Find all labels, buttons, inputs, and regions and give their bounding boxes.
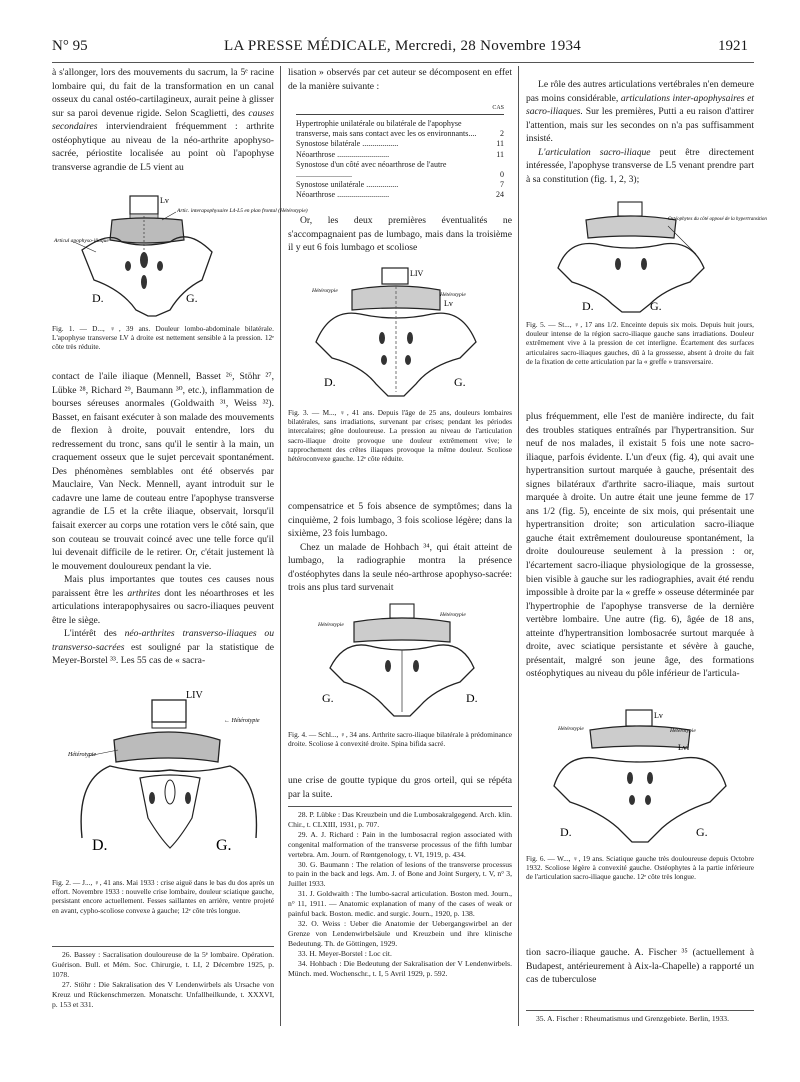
footnotes-column-3 [526, 1014, 754, 1024]
footnote-26: 26. Bassey : Sacralisation douloureuse de la 5ᵉ lombaire. Opération. Guérison. Bull. et Mém. Soc. Chirurgie, t. LI, 2 Décembre 1925, p. 1078. [52, 950, 274, 979]
fig3-label-lv: Lv [444, 299, 453, 308]
fig4-label-right: D. [466, 691, 478, 705]
figure-3-drawing [290, 262, 514, 402]
col1-paragraph-1: à s'allonger, lors des mouvements du sacrum, la 5ᵉ racine lombaire qui, du fait de la transformation en un canal osseux du canal ostéo-cartilagineux, aurait peine à glisser sur sa paroi devenue rigide. Selon Scaglietti, des causes secondaires interviendraient fréquemment : arthrite ostéophytique au niveau de la néo-arthrite apophyso-sacrée, périostite localisée au point où l'apophyse transverse agrandie de L5 vient au [52, 67, 274, 173]
issue-date: Mercredi, 28 Novembre 1934 [395, 38, 582, 54]
footnote-35: 35. A. Fischer : Rheumatismus und Grenzgebiete. Berlin, 1933. [536, 1014, 729, 1023]
fig6-label-g: G. [696, 825, 708, 839]
fig1-label-g: G. [186, 291, 198, 305]
col3-paragraph-1: Le rôle des autres articulations vertébrales n'en demeure pas moins considérable, articulations inter-apophysaires et sacro-iliaques. Sur les premières, Putti a eu raison d'attirer l'attention, mais sur les secondes on n'a pas suffisamment insisté. [526, 79, 755, 145]
fig6-label-lv: Lv [654, 711, 663, 720]
column-separator-2 [518, 66, 519, 1026]
journal-name: LA PRESSE MÉDICALE, [224, 38, 391, 54]
figure-4-caption: Fig. 4. — Schl..., ♀, 34 ans. Arthrite sacro-iliaque bilatérale à prédominance droite. Scoliose à convexité droite. Spina bifida sacré. [288, 730, 512, 749]
fig3-label-d: D. [324, 375, 336, 389]
footnotes-column-2 [288, 810, 512, 978]
table-row: Néoarthrose .......................... 24 [296, 190, 504, 200]
footnote-32: 32. O. Weiss : Ueber die Anatomie der Uebergangswirbel an der Grenze von Lendenwirbelsäule und Kreuzbein und ihre klinische Bedeutung. Th. de Göttingen, 1929. [288, 918, 512, 948]
column-2-para-2 [288, 214, 512, 255]
figure-2-drawing [52, 688, 278, 856]
footnote-31: 31. J. Goldwaith : The lumbo-sacral articulation. Boston med. Journ., n° 11, 1911. — Anatomic explanation of many of the cases of weak or painful back. Boston. medic. and surgic. Journ., 1920, p. 138. [288, 889, 512, 919]
fig1-label-lv: Lv [160, 196, 169, 205]
col2-paragraph-4: Chez un malade de Hohbach ³⁴, qui était atteint de lumbago, la radiographie montra la présence d'ostéophytes dans la seule néo-arthrose apophyso-sacrée: trois ans plus tard survenait [288, 541, 512, 594]
column-1-middle [52, 370, 274, 668]
fig2-heterotypie-right: ← Hétérotypie [224, 718, 260, 724]
fig4-heterotypie-left: Hétérotypie [318, 622, 344, 628]
table-row: Synostose unilatérale ................ 7 [296, 180, 504, 190]
statistics-table [296, 104, 504, 201]
footnote-33: 33. H. Meyer-Borstel : Loc cit. [298, 948, 392, 958]
figure-2-caption: Fig. 2. — J..., ♀, 41 ans. Mai 1933 : crise aiguë dans le bas du dos après un effort. Novembre 1933 : nouvelle crise lombaire, douleur sciatique gauche, persistant encore actuellement. Fesses saillantes en arrière, ventre projeté en avant, cypho-scoliose convexe à gauche; 12ᵉ côte très longue. [52, 878, 274, 915]
fig3-heterotypie-left: Hétérotypie [312, 288, 338, 294]
header-rule [52, 62, 754, 63]
figure-1-drawing [52, 190, 308, 320]
fig2-label-d: D. [92, 837, 108, 854]
footnote-29: 29. A. J. Richard : Pain in the lumbosacral region associated with congenital malformation of the transverse processus of the fifth lumbar vertebra. Am. Journ. of Rœntgenology, t. VI, 1919, p. 434. [288, 829, 512, 859]
col2-paragraph-1: lisation » observés par cet auteur se décomposent en effet de la manière suivante : [288, 67, 512, 92]
page-number: 1921 [718, 38, 748, 54]
col1-paragraph-4: L'intérêt des néo-arthrites transverso-iliaques ou transverso-sacrées est souligné par la statistique de Meyer-Borstel ³³. Les 55 cas de « sacra- [52, 628, 275, 667]
col3-paragraph-3: plus fréquemment, elle l'est de manière indirecte, du fait des troubles statiques entraînés par l'hypertransition. Sur neuf de nos malades, il existait 5 fois une note sacro-iliaque, parfois évidente. L'un d'eux (fig. 4), qui avait une hypertransition surtout marquée à gauche, présentait des signes bilatéraux d'arthrite sacro-iliaque, mais surtout marquée à droite. Un autre était une jeune femme de 17 ans 1/2 (fig. 5), enceinte de six mois, qui présentait une hypertransition droite; son articulation sacro-iliaque gauche était extrêmement douloureuse spontanément, la droite douloureuse seulement à la pression : or, l'écartement sacro-iliaque physiologique de la grossesse, bien visible à gauche sur les radiographies, avait été rendu impossible à droite par la « greffe » osseuse déterminée par l'hypertrophie de l'apophyse transverse de la dernière vertèbre lombaire. Une autre (fig. 6), âgée de 18 ans, atteinte d'hypertransition lombosacrée surtout marquée à droite, avec sciatique persistante et sévère à gauche, présentait, malgré son jeune âge, des formations ostéophytiques au niveau du pôle inférieur de l'articula- [526, 411, 754, 680]
column-2-top [288, 66, 512, 93]
table-header-cas: CAS [492, 105, 504, 111]
col2-paragraph-3: compensatrice et 5 fois absence de symptômes; dans la cinquième, 2 fois lumbago, 3 fois scoliose légère; dans la sixième, 23 fois lumbago. [288, 501, 512, 540]
footnote-34: 34. Hohbach : Die Bedeutung der Sakralisation der V Lendenwirbels. Münch. med. Wochenschr., t. I, 5 Avril 1929, p. 592. [288, 958, 512, 978]
figure-4-drawing [300, 602, 506, 724]
table-row: Néoarthrose .......................... 11 [296, 149, 504, 159]
issue-number: N° 95 [52, 38, 88, 54]
figure-1-caption: Fig. 1. — D..., ♀, 39 ans. Douleur lombo-abdominale bilatérale. L'apophyse transverse LV à droite est nettement sensible à la pression. 12ᵉ côte très réduite. [52, 324, 274, 352]
column-3-top [526, 78, 754, 186]
fig5-annotation: Ostéophytes du côté opposé de la hypertransition [668, 217, 767, 222]
table-row: Synostose d'un côté avec néoarthrose de l'autre ............................ 0 [296, 159, 504, 180]
footnote-rule-3 [526, 1010, 754, 1011]
figure-6-drawing [530, 704, 752, 848]
column-2-middle [288, 500, 512, 595]
footnote-rule-2 [288, 806, 512, 807]
fig6-label-lvi: Lvi [678, 743, 690, 752]
figure-3-caption: Fig. 3. — M..., ♀, 41 ans. Depuis l'âge de 25 ans, douleurs lombaires bilatérales, sans irradiations, survenant par crises; pendant les périodes intercalaires; gêne douloureuse. La pression au niveau de l'articulation sacro-iliaque droite provoque une douleur extrêmement vive; le rapprochement des crêtes iliaques provoque la même douleur. Scoliose hétéroconvexe gauche. 12ᵉ côte réduite. [288, 408, 512, 464]
figure-5-drawing [528, 198, 767, 316]
column-3-bottom [526, 946, 754, 987]
figure-5-caption: Fig. 5. — St..., ♀, 17 ans 1/2. Enceinte depuis six mois. Depuis huit jours, douleur intense de la région sacro-iliaque gauche sans irradiations. Douleur extrêmement vive à la pression de cet interligne. Écartement des surfaces articulaires sacro-iliaques gauches, dû à la grossesse, absent à droite du fait de la fixation de cette articulation par la « greffe » transversaire. [526, 320, 754, 366]
fig4-label-left: G. [322, 691, 334, 705]
table-row: Synostose bilatérale .................. 11 [296, 139, 504, 149]
column-2-bottom [288, 774, 512, 801]
fig5-label-d: D. [582, 299, 594, 313]
fig2-label-g: G. [216, 837, 232, 854]
fig6-heterotypie-right: Hétérotypie [670, 728, 696, 734]
col2-paragraph-2: Or, les deux premières éventualités ne s'accompagnaient pas de lumbago, mais dans la troisième il y eut 6 fois lumbago et scoliose [288, 215, 512, 254]
fig6-heterotypie-left: Hétérotypie [558, 726, 584, 732]
fig3-label-liv: LIV [410, 269, 424, 278]
col1-paragraph-3: Mais plus importantes que toutes ces causes nous paraissent être les arthrites dont les néoarthroses et les articulations interapophysaires ou sacro-iliaques peuvent être le siège. [52, 574, 274, 626]
fig3-heterotypie-right: Hétérotypie [440, 292, 466, 298]
fig1-annotation-2: Articul apophyso-iliaque [54, 238, 109, 244]
table-top-rule [296, 114, 504, 115]
table-row: Hypertrophie unilatérale ou bilatérale de l'apophyse transverse, mais sans contact avec les os environnants.... 2 [296, 119, 504, 139]
col3-paragraph-4: tion sacro-iliaque gauche. A. Fischer ³⁵ (actuellement à Budapest, antérieurement à Aix-la-Chapelle) a rapporté un cas de tuberculose [526, 947, 754, 986]
journal-title [224, 38, 581, 55]
fig1-annotation: Artic. interapophysaire L4-L5 en plan frontal (Hétérotypie) [177, 208, 308, 214]
footnote-rule-1 [52, 946, 274, 947]
column-3-middle [526, 410, 754, 681]
column-1-top [52, 66, 274, 174]
figure-6-caption: Fig. 6. — W..., ♀, 19 ans. Sciatique gauche très douloureuse depuis Octobre 1932. Scoliose légère à convexité gauche. Ostéophytes à la partie inférieure de l'articulation sacro-iliaque gauche. 12ᵉ côte très longue. [526, 854, 754, 882]
footnote-27: 27. Stöhr : Die Sakralisation des V Lendenwirbels als Ursache von Kreuz und Rückenschmerzen. Monatschr. Unfallheilkunde, t. XXXVI, p. 153 et 331. [52, 979, 274, 1009]
col1-paragraph-2: contact de l'aile iliaque (Mennell, Basset ²⁶, Stöhr ²⁷, Lübke ²⁸, Richard ²⁹, Baumann ³⁰, etc.), inflammation de bourses séreuses anormales (Goldwaith ³¹, Weiss ³²). Basset, en faisant exécuter à son malade des mouvements de flexion à droite, pouvait entendre, lors du redressement du tronc, sans qu'il le sentir à la main, un craquement osseux que le sujet percevait spontanément. Des phénomènes semblables ont été observés par Mauclaire, Van Neck. Mennell, ayant introduit sur le cadavre une lame de couteau entre l'apophyse transverse agrandie de L5 et la crête iliaque, observait, lorsqu'il faisait exercer au corps une rotation vers le côté sain, que son couteau se trouvait coincé avec une telle force qu'il lui devenait difficile de le retirer. Or, c'était justement là le mouvement douloureux pendant la vie. [52, 371, 274, 572]
fig3-label-g: G. [454, 375, 466, 389]
col2-paragraph-5: une crise de goutte typique du gros orteil, qui se répéta par la suite. [288, 775, 512, 800]
fig4-heterotypie-right: Hétérotypie [440, 612, 466, 618]
fig2-heterotypie-left: Hétérotypie [68, 752, 97, 758]
footnotes-column-1 [52, 950, 274, 1009]
fig5-label-g: G. [650, 299, 662, 313]
col3-paragraph-2: L'articulation sacro-iliaque peut être directement intéressée, l'apophyse transverse de L5 venant prendre part à sa constitution (fig. 1, 2, 3); [526, 146, 754, 185]
fig1-label-d: D. [92, 291, 104, 305]
footnote-30: 30. G. Baumann : The relation of lesions of the transverse processus to pain in the back and legs. Am. J. of Bone and Joint Surgery, t. V, n° 3, Juillet 1933. [288, 859, 512, 889]
fig2-label-liv: LIV [186, 690, 203, 701]
fig6-label-d: D. [560, 825, 572, 839]
table-rows [296, 119, 504, 201]
page-header [52, 38, 754, 60]
footnote-28: 28. P. Lübke : Das Kreuzbein und die Lumbosakralgegend. Arch. klin. Chir., t. CLXIII, 1931, p. 707. [288, 810, 512, 829]
